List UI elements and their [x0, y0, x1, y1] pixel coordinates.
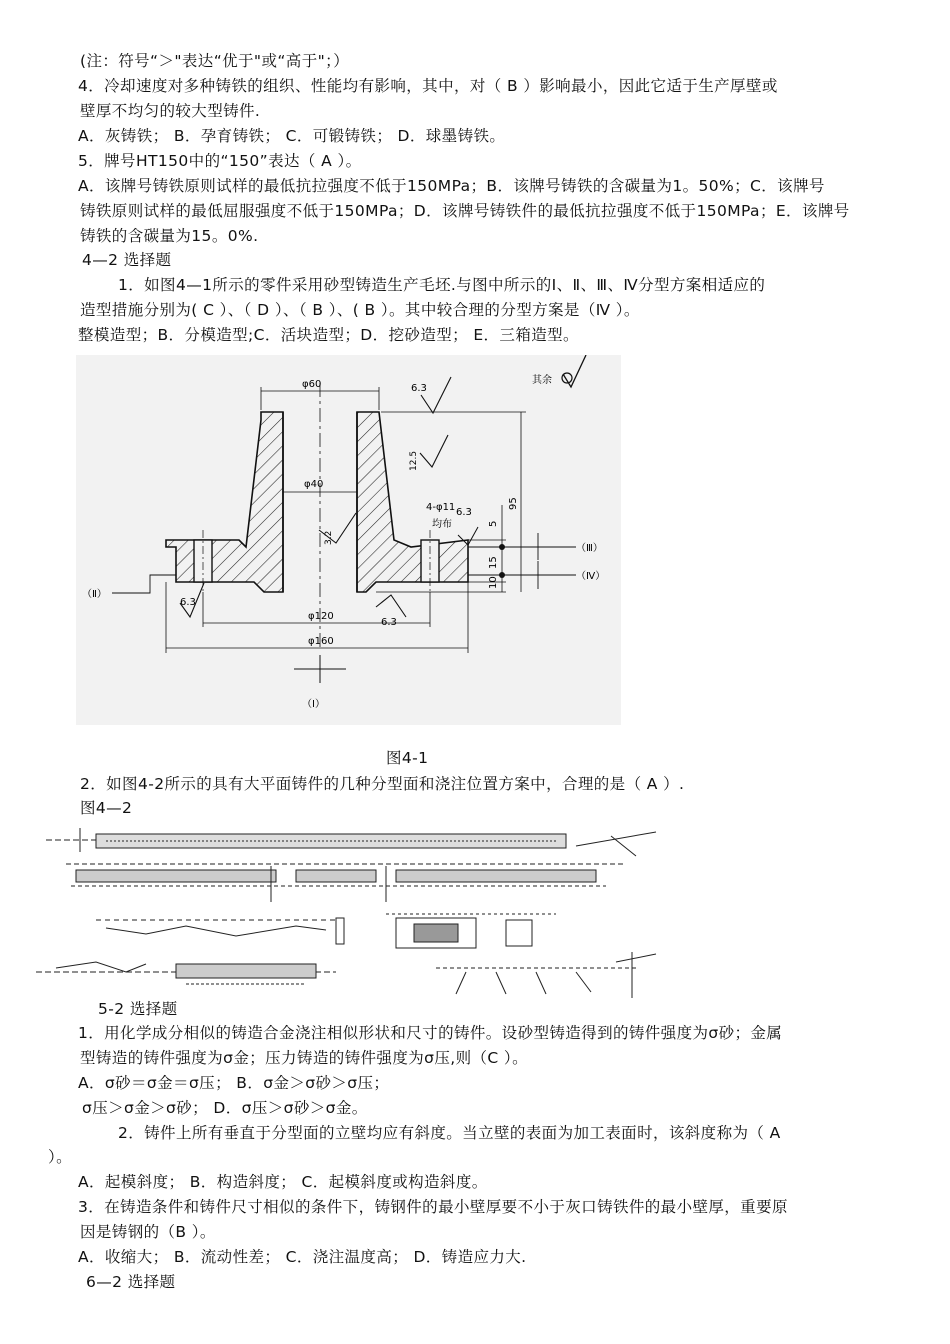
text-line: 1．用化学成分相似的铸造合金浇注相似形状和尺寸的铸件。设砂型铸造得到的铸件强度为σ砂；金属 — [78, 1024, 783, 1042]
parting-label-iv: （Ⅳ） — [576, 571, 606, 582]
text-line: A．该牌号铸铁原则试样的最低抗拉强度不低于150MPa；B．该牌号铸铁的含碳量为1。50%；C．该牌号 — [78, 177, 825, 195]
figure-caption: 图4—2 — [80, 799, 133, 817]
dim-phi60: φ60 — [302, 379, 322, 390]
roughness-12-5: 12.5 — [409, 450, 419, 471]
dim-phi120: φ120 — [308, 611, 334, 622]
text-line: 型铸造的铸件强度为σ金；压力铸造的铸件强度为σ压,则（C ）。 — [80, 1049, 528, 1067]
parting-schemes-drawing — [36, 822, 666, 1000]
section-heading: 5-2 选择题 — [98, 1000, 178, 1018]
roughness-6-3-flange: 6.3 — [456, 507, 472, 518]
text-line: 铸铁的含碳量为15。0%. — [80, 227, 259, 245]
roughness-6-3-bottom: 6.3 — [381, 617, 397, 628]
dim-5: 5 — [488, 520, 499, 527]
flange-drawing — [76, 355, 621, 725]
roughness-6-3-top: 6.3 — [411, 383, 427, 394]
text-line: ）。 — [48, 1148, 73, 1166]
text-line: 3．在铸造条件和铸件尺寸相似的条件下，铸钢件的最小壁厚要不小于灰口铸铁件的最小壁厚，重要原 — [78, 1198, 788, 1216]
text-line: 4．冷却速度对多种铸铁的组织、性能均有影响，其中，对（ B ）影响最小，因此它适于生产厚壁或 — [78, 77, 778, 95]
parting-label-ii: （Ⅱ） — [82, 589, 107, 600]
text-line: 5．牌号HT150中的“150”表达（ A ）。 — [78, 152, 362, 170]
text-line: A．起模斜度； B．构造斜度； C．起模斜度或构造斜度。 — [78, 1173, 488, 1191]
figure-4-2 — [36, 822, 666, 1000]
roughness-rest-label: 其余 — [532, 375, 552, 386]
dim-95: 95 — [508, 497, 519, 510]
text-line: σ压＞σ金＞σ砂； D．σ压＞σ砂＞σ金。 — [82, 1099, 368, 1117]
section-heading: 4—2 选择题 — [82, 251, 172, 269]
section-heading: 6—2 选择题 — [86, 1273, 176, 1291]
text-line: 壁厚不均匀的较大型铸件. — [80, 102, 261, 120]
dim-15: 15 — [488, 556, 499, 569]
text-line: (注：符号“＞"表达“优于"或“高于"；） — [80, 52, 350, 70]
text-line: 1．如图4—1所示的零件采用砂型铸造生产毛坯.与图中所示的Ⅰ、Ⅱ、Ⅲ、Ⅳ分型方案相适应的 — [118, 276, 766, 294]
text-line: 2．如图4-2所示的具有大平面铸件的几种分型面和浇注位置方案中，合理的是（ A ）. — [80, 775, 685, 793]
parting-label-iii: （Ⅲ） — [576, 543, 603, 554]
hole-distribution: 均布 — [432, 519, 452, 530]
text-line: A．灰铸铁； B．孕育铸铁； C．可锻铸铁； D．球墨铸铁。 — [78, 127, 506, 145]
text-line: 因是铸钢的（B ）。 — [80, 1223, 216, 1241]
text-line: 2．铸件上所有垂直于分型面的立壁均应有斜度。当立壁的表面为加工表面时，该斜度称为（ A — [118, 1124, 781, 1142]
text-line: 整模造型；B．分模造型;C．活块造型；D．挖砂造型； E．三箱造型。 — [78, 326, 579, 344]
dim-phi40: φ40 — [304, 479, 324, 490]
text-line: 铸铁原则试样的最低屈服强度不低于150MPa；D．该牌号铸铁件的最低抗拉强度不低于150MPa；E．该牌号 — [80, 202, 850, 220]
roughness-3-2: 3.2 — [324, 530, 334, 545]
hole-count: 4-φ11 — [426, 502, 456, 513]
text-line: A．收缩大； B．流动性差； C．浇注温度高； D．铸造应力大. — [78, 1248, 527, 1266]
dim-10: 10 — [488, 576, 499, 589]
figure-caption: 图4-1 — [386, 749, 429, 767]
text-line: 造型措施分别为( C ）、（ D ）、（ B ）、( B ）。其中较合理的分型方案是（Ⅳ ）。 — [80, 301, 640, 319]
parting-label-i: （Ⅰ） — [302, 699, 325, 710]
roughness-6-3-left: 6.3 — [180, 597, 196, 608]
text-line: A．σ砂＝σ金＝σ压； B．σ金＞σ砂＞σ压； — [78, 1074, 390, 1092]
dim-phi160: φ160 — [308, 636, 334, 647]
figure-4-1 — [76, 355, 621, 725]
